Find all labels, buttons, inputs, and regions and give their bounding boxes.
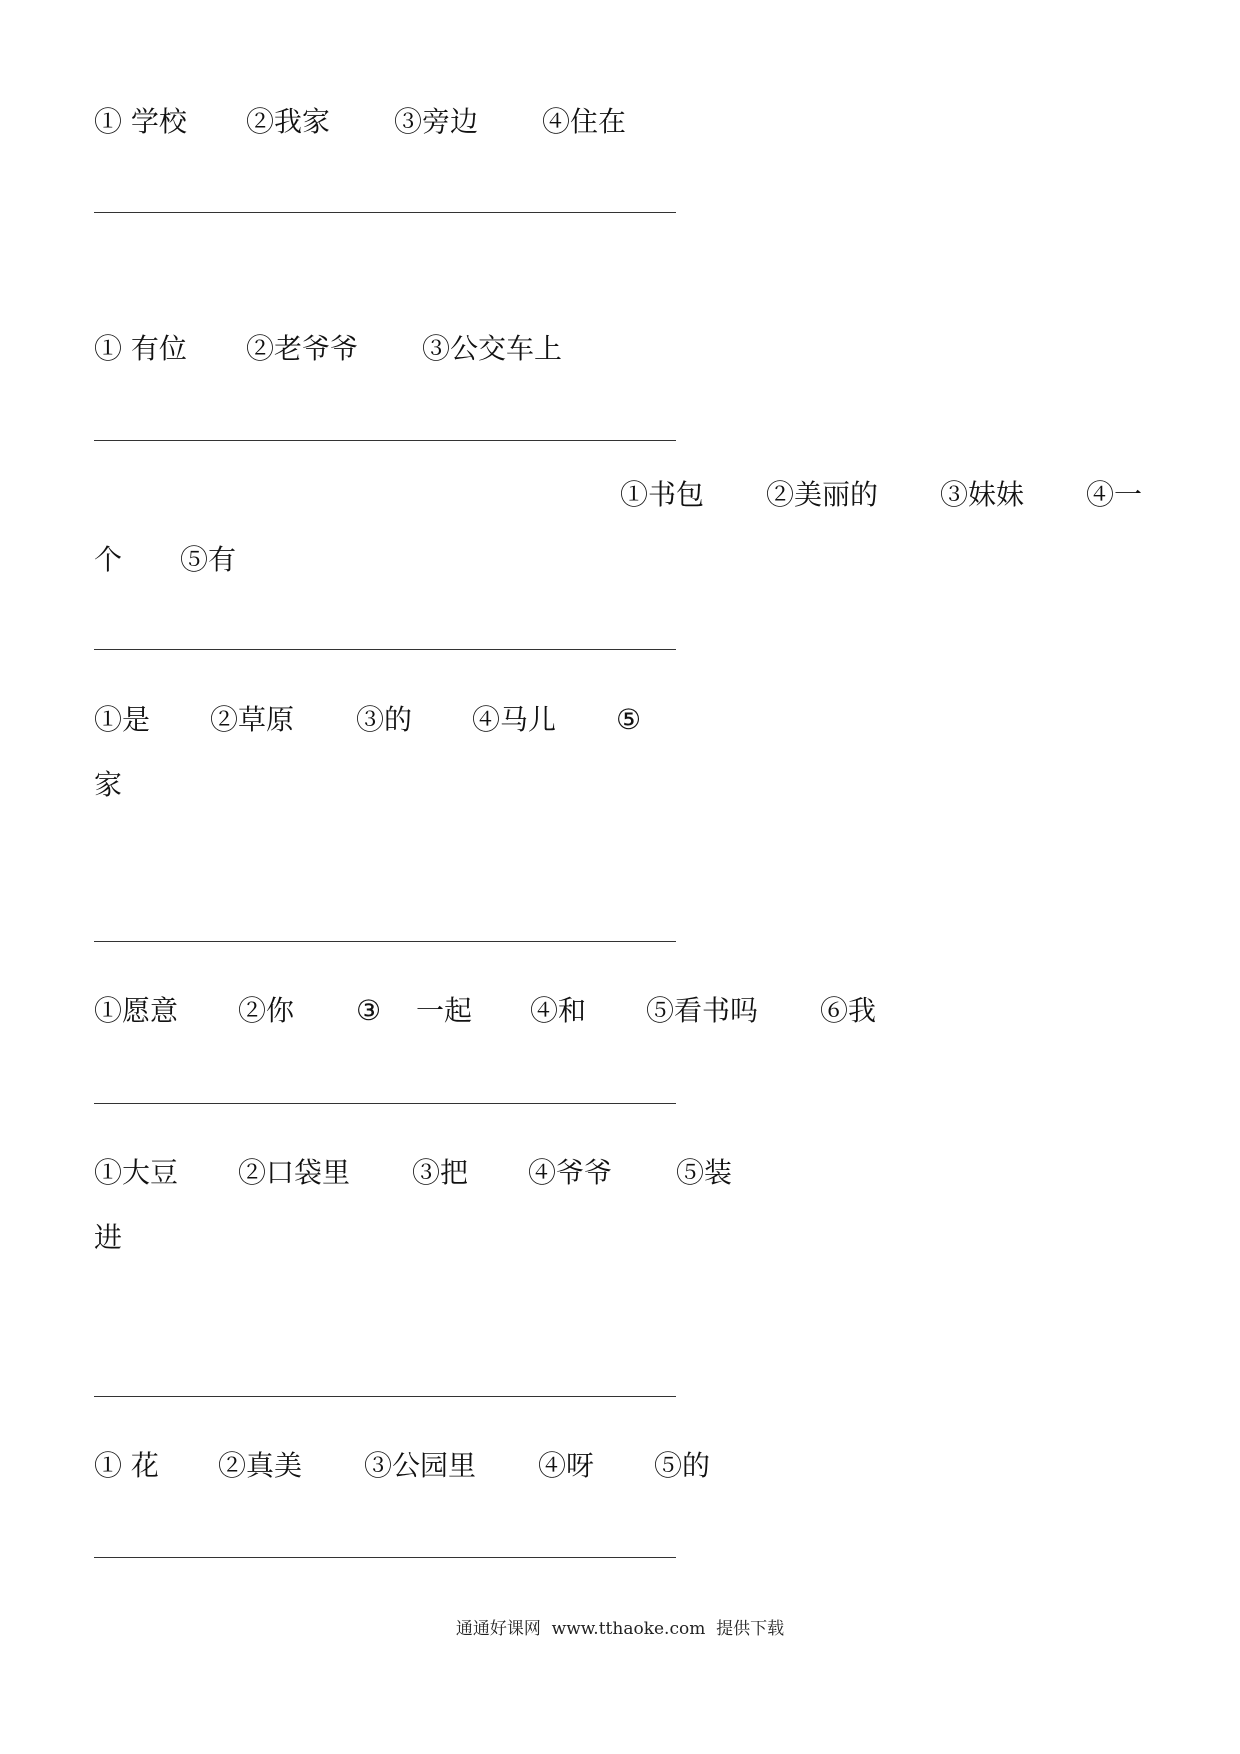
word-option: ⑤的 — [654, 1449, 711, 1482]
word-option: ④住在 — [542, 105, 627, 138]
word-option: ③妹妹 — [940, 478, 1025, 511]
word-option: 进 — [94, 1221, 123, 1254]
answer-line-1[interactable] — [94, 212, 676, 213]
word-option: ①书包 — [620, 478, 705, 511]
word-option: ①是 — [94, 703, 151, 736]
word-option: 一起 — [416, 994, 473, 1027]
word-option: ⑤看书吗 — [646, 994, 759, 1027]
page-footer: 通通好课网 www.tthaoke.com 提供下载 — [455, 1619, 785, 1639]
word-option: ②老爷爷 — [246, 332, 359, 365]
word-option: ②你 — [238, 994, 295, 1027]
word-option: ① 有位 — [94, 332, 187, 365]
word-option: ⑤有 — [180, 543, 237, 576]
word-option: ①愿意 — [94, 994, 179, 1027]
word-option: ③的 — [356, 703, 413, 736]
answer-line-5[interactable] — [94, 1103, 676, 1104]
word-option: ③公园里 — [364, 1449, 477, 1482]
word-option: ②口袋里 — [238, 1156, 351, 1189]
answer-line-6[interactable] — [94, 1396, 676, 1397]
word-option: ①大豆 — [94, 1156, 179, 1189]
word-option: ① 学校 — [94, 105, 187, 138]
word-option: ④呀 — [538, 1449, 595, 1482]
word-option: ⑥我 — [820, 994, 877, 1027]
word-option: ②草原 — [210, 703, 295, 736]
word-option: 家 — [94, 768, 123, 801]
word-option: ③ — [356, 994, 382, 1027]
word-option: ⑤ — [616, 703, 642, 736]
word-option: ③旁边 — [394, 105, 479, 138]
word-option: ① 花 — [94, 1449, 159, 1482]
answer-line-2[interactable] — [94, 440, 676, 441]
word-option: 个 — [94, 543, 123, 576]
word-option: ②真美 — [218, 1449, 303, 1482]
answer-line-4[interactable] — [94, 941, 676, 942]
word-option: ②美丽的 — [766, 478, 879, 511]
word-option: ④爷爷 — [528, 1156, 613, 1189]
word-option: ④和 — [530, 994, 587, 1027]
word-option: ⑤装 — [676, 1156, 733, 1189]
answer-line-3[interactable] — [94, 649, 676, 650]
word-option: ③把 — [412, 1156, 469, 1189]
word-option: ②我家 — [246, 105, 331, 138]
word-option: ④马儿 — [472, 703, 557, 736]
answer-line-7[interactable] — [94, 1557, 676, 1558]
word-option: ④一 — [1086, 478, 1143, 511]
word-option: ③公交车上 — [422, 332, 563, 365]
